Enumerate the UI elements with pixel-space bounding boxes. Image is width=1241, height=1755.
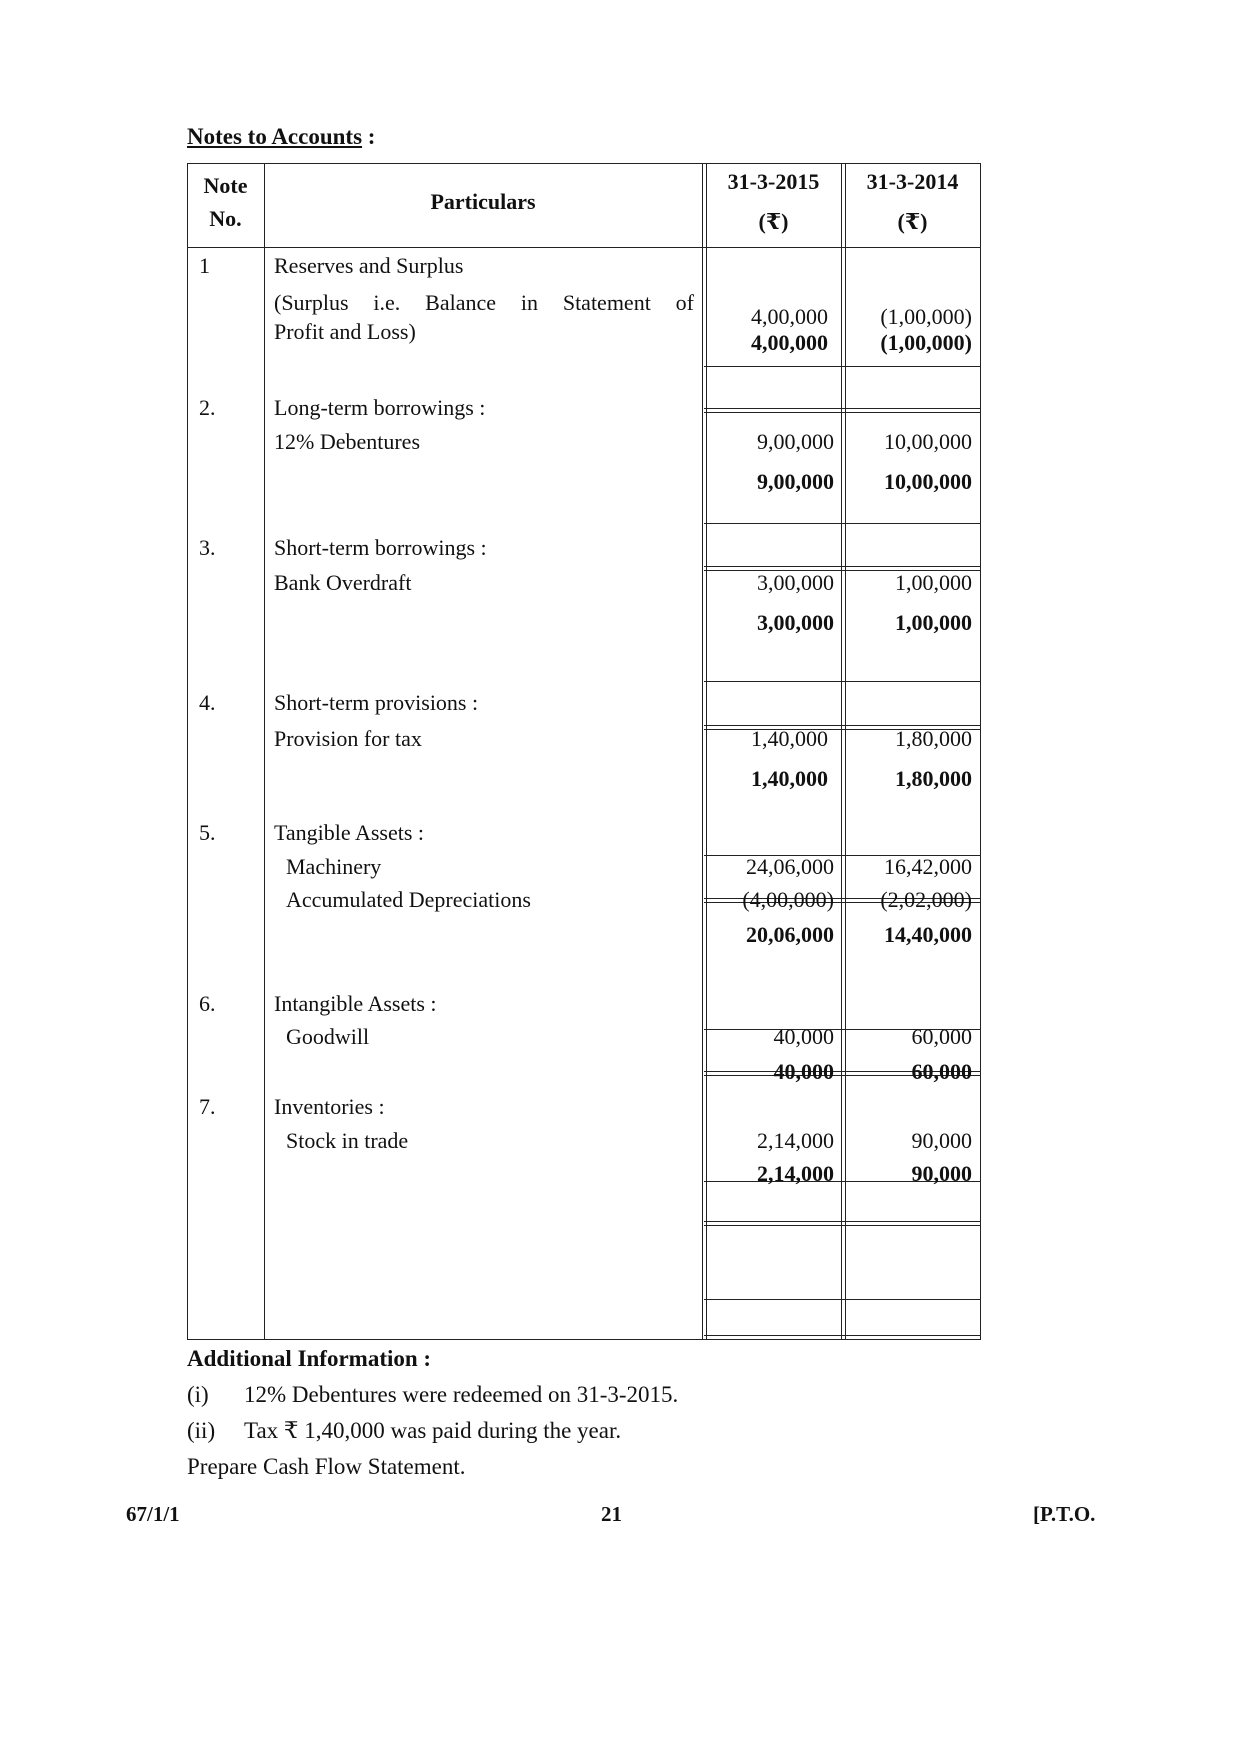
total-2015: 2,14,000 (757, 1161, 834, 1186)
note-item: Bank Overdraft (274, 570, 412, 595)
note-item: Provision for tax (274, 726, 422, 751)
value-2015: 2,14,000 (757, 1128, 834, 1153)
header-2015: 31-3-2015 (₹) (727, 169, 820, 234)
note-description: (Surplus i.e. Balance in Statement of (274, 290, 694, 315)
total-2015: 1,40,000 (751, 766, 828, 791)
total-2014: 1,80,000 (895, 766, 972, 791)
paper-code: 67/1/1 (126, 1502, 180, 1526)
total-2014: 60,000 (911, 1059, 972, 1084)
note-description: Profit and Loss) (274, 319, 416, 344)
value-2014: (2,02,000) (880, 887, 972, 912)
total-2014: 14,40,000 (884, 922, 972, 947)
value-2015: 40,000 (773, 1024, 834, 1049)
instruction: Prepare Cash Flow Statement. (187, 1454, 466, 1479)
notes-table (187, 163, 981, 1339)
value-2014: 1,00,000 (895, 570, 972, 595)
additional-info-title: Additional Information : (187, 1346, 432, 1371)
note-item: Stock in trade (286, 1128, 409, 1153)
info-item-label: (ii) (187, 1418, 216, 1443)
header-note-no: Note No. (203, 173, 248, 231)
note-number: 7. (199, 1094, 216, 1119)
note-title: Inventories : (274, 1094, 385, 1119)
note-number: 3. (199, 535, 216, 560)
value-2014: 60,000 (911, 1024, 972, 1049)
note-title: Reserves and Surplus (274, 253, 464, 278)
header-2014: 31-3-2014 (₹) (866, 169, 959, 234)
note-item: Accumulated Depreciations (286, 887, 531, 912)
note-title: Long-term borrowings : (274, 395, 486, 420)
note-title: Intangible Assets : (274, 991, 437, 1016)
note-item: Machinery (286, 854, 382, 879)
total-2014: 10,00,000 (884, 469, 972, 494)
total-2015: 4,00,000 (751, 330, 828, 355)
note-number: 4. (199, 690, 216, 715)
total-2015: 40,000 (773, 1059, 834, 1084)
value-2014: (1,00,000) (880, 304, 972, 329)
total-2015: 3,00,000 (757, 610, 834, 635)
note-number: 2. (199, 395, 216, 420)
value-2015: 3,00,000 (757, 570, 834, 595)
header-particulars: Particulars (430, 189, 536, 214)
value-2015: 1,40,000 (751, 726, 828, 751)
note-title: Short-term provisions : (274, 690, 479, 715)
note-number: 6. (199, 991, 216, 1016)
value-2014: 10,00,000 (884, 429, 972, 454)
note-number: 5. (199, 820, 216, 845)
total-2015: 20,06,000 (746, 922, 834, 947)
page-number: 21 (601, 1502, 622, 1526)
note-item: Goodwill (286, 1024, 370, 1049)
section-heading: Notes to Accounts : (187, 124, 376, 149)
value-2015: (4,00,000) (742, 887, 834, 912)
value-2014: 90,000 (911, 1128, 972, 1153)
info-item-text: Tax ₹ 1,40,000 was paid during the year. (244, 1418, 622, 1443)
total-2014: 1,00,000 (895, 610, 972, 635)
value-2014: 16,42,000 (884, 854, 972, 879)
value-2015: 4,00,000 (751, 304, 828, 329)
note-title: Tangible Assets : (274, 820, 425, 845)
note-number: 1 (199, 253, 210, 278)
note-item: 12% Debentures (274, 429, 421, 454)
value-2015: 24,06,000 (746, 854, 834, 879)
total-2014: (1,00,000) (880, 330, 972, 355)
value-2015: 9,00,000 (757, 429, 834, 454)
note-title: Short-term borrowings : (274, 535, 487, 560)
total-2014: 90,000 (911, 1161, 972, 1186)
total-2015: 9,00,000 (757, 469, 834, 494)
pto-label: [P.T.O. (1033, 1502, 1096, 1526)
value-2014: 1,80,000 (895, 726, 972, 751)
info-item-label: (i) (187, 1382, 209, 1407)
info-item-text: 12% Debentures were redeemed on 31-3-2015. (244, 1382, 679, 1407)
